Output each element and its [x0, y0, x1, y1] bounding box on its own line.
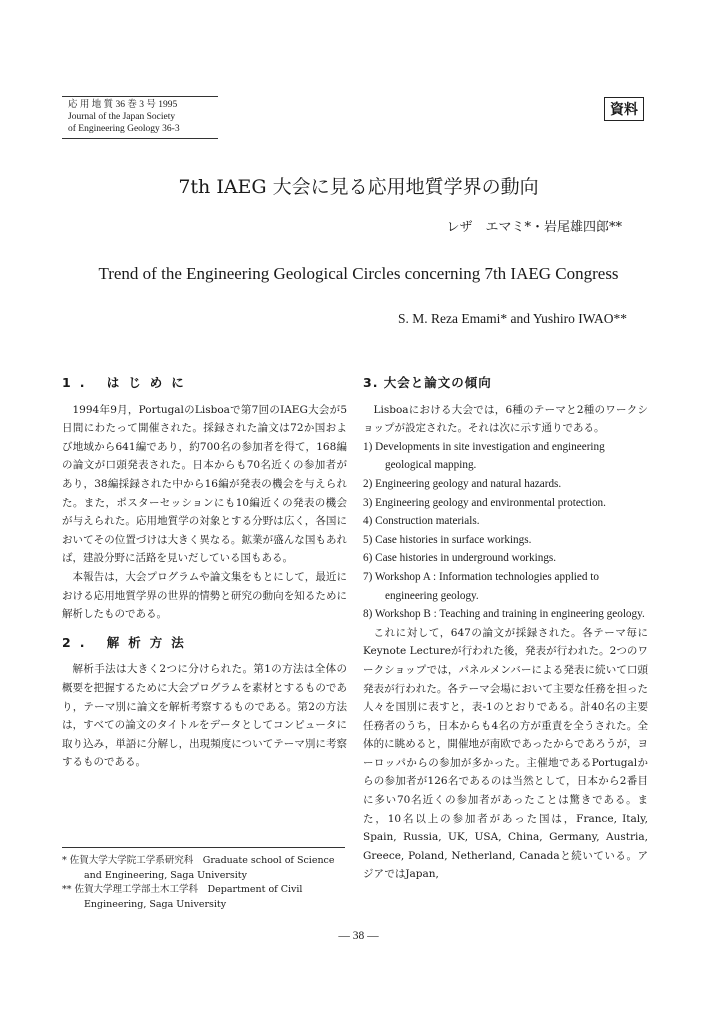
paragraph: 本報告は，大会プログラムや論文集をもとにして，最近における応用地質学界の世界的情勢と研究の動向を知るために解析したものである。: [62, 570, 347, 621]
paragraph: Lisboaにおける大会では，6種のテーマと2種のワークショップが設定された。それは次に示す通りである。: [363, 403, 648, 435]
authors-japanese: レザ エマミ*・岩尾雄四郎**: [446, 220, 622, 235]
page-number: — 38 —: [338, 930, 379, 942]
list-item: 3) Engineering geology and environmental protection.: [363, 496, 606, 509]
paragraph: 1994年9月，PortugalのLisboaで第7回のIAEG大会が5日間にわたって開催された。採録された論文は72か国および地域から641編であり，約700名の参加者を得て，168編の論文が口頭発表された。日本からも70名近くの参加者があり，38編採録された中から16編が発表の機会を与えられた。また，ポスターセッションにも10編近くの発表の機会が与えられた。応用地質学の対象とする分野は広く，各国においてその位置づけは大きく異なる。鉱業が盛んな国もあれば，建設分野に活路を見いだしている国もある。: [62, 403, 347, 565]
list-item: 6) Case histories in underground workings.: [363, 552, 557, 565]
title-english: Trend of the Engineering Geological Circles concerning 7th IAEG Congress: [98, 264, 619, 283]
title-japanese: 7th IAEG 大会に見る応用地質学界の動向: [178, 176, 539, 198]
list-item: 2) Engineering geology and natural hazards.: [363, 477, 562, 490]
journal-line: of Engineering Geology 36-3: [68, 124, 180, 134]
footnote-divider: [62, 847, 345, 848]
right-column: [363, 374, 648, 884]
paragraph: 解析手法は大きく2つに分けられた。第1の方法は全体の概要を把握するために大会プログラムを素材とするものであり，テーマ別に論文を解析考察するものである。第2の方法は，すべての論文のタイトルをデータとしてコンピュータに取り込み，単語に分解し，出現頻度についてテーマ別に考察するものである。: [62, 663, 347, 769]
list-item: 4) Construction materials.: [363, 515, 480, 528]
paragraph: これに対して，647の論文が採録された。各テーマ毎にKeynote Lectureが行われた後，発表が行われた。2つのワークショップでは，パネルメンバーによる発表に続いて口頭発表が行われた。各テーマ会場において主要な任務を担った人々を国別に表すと，表-1のとおりである。計40名の主要任務者のうち，日本からも4名の方が重責を全うされた。全体的に眺めると，開催地が南欧であったからであろうが，ヨーロッパからの参加が多かった。主催地であるPortugalからの参加者が126名であるのは当然として，日本から2番目に多い70名近くの参加者があったことは驚きである。また，10名以上の参加者があった国は，France, Italy, Spain, Russia, UK, USA, China, Germany, Austria, Greece, Poland, Netherland, Canadaと続いている。アジアではJapan,: [363, 626, 648, 881]
journal-line: 応 用 地 質 36 巻 3 号 1995: [68, 100, 178, 110]
theme-list: [363, 438, 648, 624]
list-item: 7) Workshop A : Information technologies applied to engineering geology.: [363, 570, 599, 602]
list-item: 5) Case histories in surface workings.: [363, 533, 532, 546]
article-type-tag: 資料: [604, 97, 644, 121]
section-heading: 1. はじめに: [62, 375, 193, 390]
journal-info: [62, 96, 218, 139]
footnote: ** 佐賀大学理工学部土木工学科 Department of Civil Engineering, Saga University: [62, 884, 303, 910]
section-heading: 2. 解析方法: [62, 634, 193, 650]
list-item: 8) Workshop B : Teaching and training in engineering geology.: [363, 608, 645, 621]
footnote: * 佐賀大学大学院工学系研究科 Graduate school of Science and Engineering, Saga University: [62, 855, 335, 881]
list-item: 1) Developments in site investigation and engineering geological mapping.: [363, 440, 605, 472]
section-heading: 3. 大会と論文の傾向: [363, 375, 492, 390]
footnotes: [62, 854, 347, 912]
left-column: [62, 374, 347, 772]
authors-english: S. M. Reza Emami* and Yushiro IWAO**: [398, 311, 627, 326]
journal-line: Journal of the Japan Society: [68, 112, 176, 122]
